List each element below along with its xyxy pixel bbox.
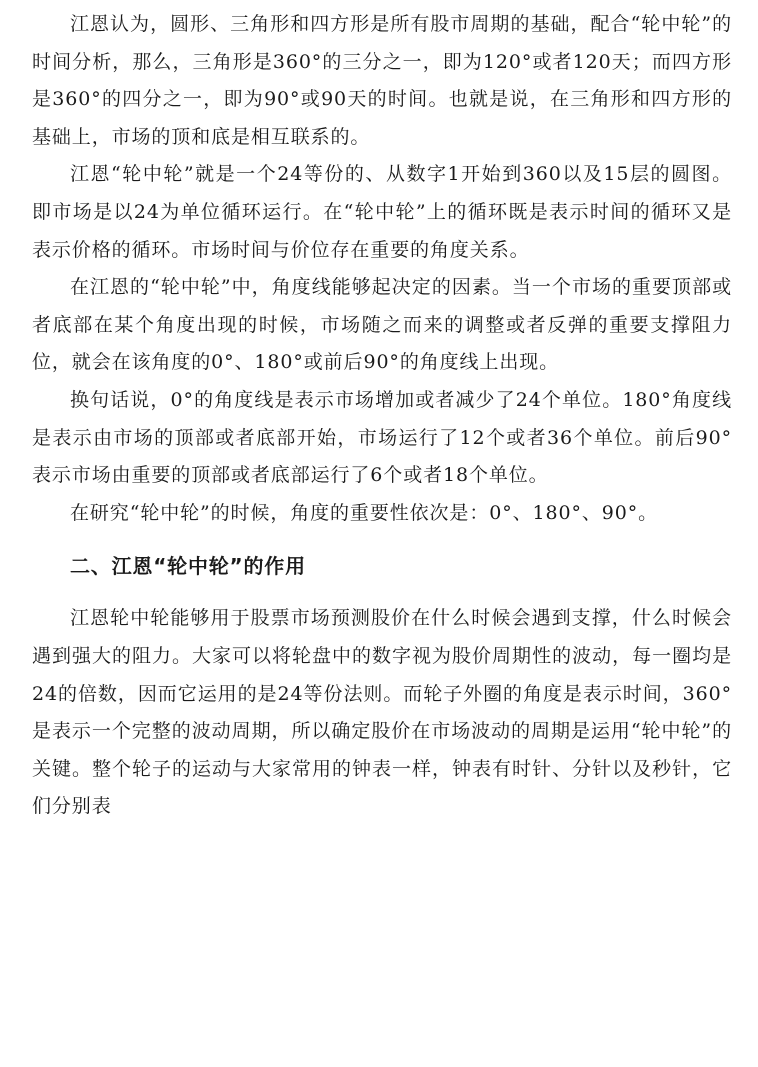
paragraph-angle-basis: 江恩认为，圆形、三角形和四方形是所有股市周期的基础，配合“轮中轮”的时间分析，那么，三角形是360°的三分之一，即为120°或者120天；而四方形是360°的四分之一，即为90°或90天的时间。也就是说，在三角形和四方形的基础上，市场的顶和底是相互联系的。 xyxy=(32,13,732,148)
section-heading: 二、江恩“轮中轮”的作用 xyxy=(70,554,306,579)
paragraph-angle-importance: 在研究“轮中轮”的时候，角度的重要性依次是：0°、180°、90°。 xyxy=(70,501,659,524)
paragraph-angle-lines: 在江恩的“轮中轮”中，角度线能够起决定的因素。当一个市场的重要顶部或者底部在某个角度出现的时候，市场随之而来的调整或者反弹的重要支撑阻力位，就会在该角度的0°、180°或前后90°的角度线上出现。 xyxy=(32,276,732,374)
paragraph-wheel-definition: 江恩“轮中轮”就是一个24等份的、从数字1开始到360以及15层的圆图。即市场是以24为单位循环运行。在“轮中轮”上的循环既是表示时间的循环又是表示价格的循环。市场时间与价位存在重要的角度关系。 xyxy=(32,163,732,261)
document-page xyxy=(32,6,732,826)
paragraph-wheel-usage: 江恩轮中轮能够用于股票市场预测股价在什么时候会遇到支撑，什么时候会遇到强大的阻力。大家可以将轮盘中的数字视为股价周期性的波动，每一圈均是24的倍数，因而它运用的是24等份法则。而轮子外圈的角度是表示时间，360°是表示一个完整的波动周期，所以确定股价在市场波动的周期是运用“轮中轮”的关键。整个轮子的运动与大家常用的钟表一样，钟表有时针、分针以及秒针，它们分别表 xyxy=(32,607,732,818)
paragraph-angle-units: 换句话说，0°的角度线是表示市场增加或者减少了24个单位。180°角度线是表示由市场的顶部或者底部开始，市场运行了12个或者36个单位。前后90°表示市场由重要的顶部或者底部运行了6个或者18个单位。 xyxy=(32,388,732,487)
